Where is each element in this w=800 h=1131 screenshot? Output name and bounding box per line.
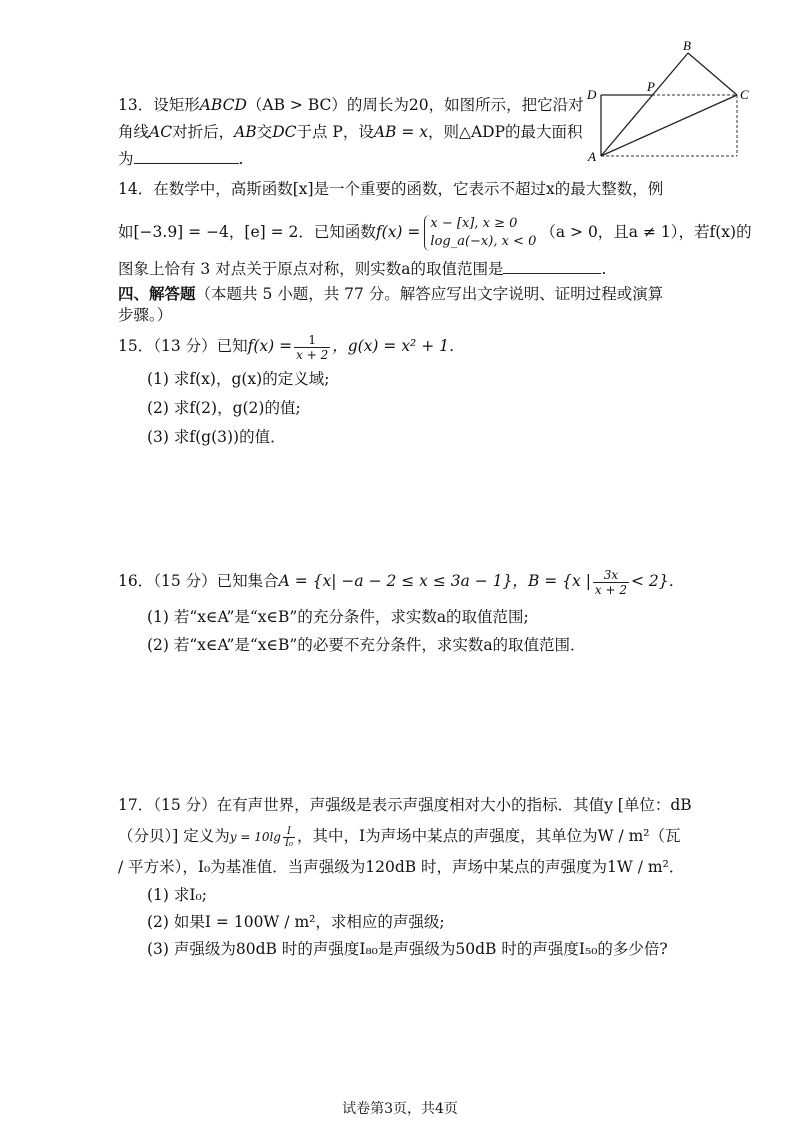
label-a: A [588,149,596,163]
q17-den: I₀ [285,837,293,849]
q14-text: 14．在数学中，高斯函数[x]是一个重要的函数，它表示不超过x的最大整数，例 [118,180,664,198]
q15-g: ，g(x) = x² + 1． [332,337,465,355]
q13-text: 对折后， [172,123,235,141]
q14-case-1: x − [x], x ≥ 0 [430,216,518,231]
q13-text: 于点 P，设 [296,123,374,141]
q17-part-2 [147,911,445,933]
q16-set-a: A = {x| −a − 2 ≤ x ≤ 3a − 1}， [278,572,528,590]
section-heading [118,283,663,305]
q17-part-text: (3) 声强级为80dB 时的声强度I₈₀是声强级为50dB 时的声强度I₅₀的多少倍? [147,940,668,958]
label-b: B [683,38,691,53]
q17-line-1 [118,794,692,816]
answer-blank[interactable] [503,259,601,274]
q14-text: . [601,260,607,278]
label-c: C [740,87,749,102]
q15-f: f(x) = [247,337,293,355]
q17-text: / 平方米），I₀为基准值．当声强级为120dB 时，声场中某点的声强度为1W / m²． [118,858,685,876]
q14-line-1 [118,178,663,200]
q13-text: 13．设矩形 [118,96,200,114]
q13-text: 为 [118,150,134,168]
section-desc-2: 步骤。） [118,306,173,324]
q14-condition: （a > 0，且a ≠ 1），若f(x)的 [540,223,752,241]
page-footer: 试卷第3页，共4页 [342,1101,458,1117]
q15-part-3 [147,426,286,448]
folded-rectangle-figure [585,38,760,163]
q16-fraction [593,568,629,597]
q13-text: 角线 [118,123,150,141]
q13-condition: （AB > BC） [246,96,347,114]
q14-case-2: log_a(−x), x < 0 [430,234,537,249]
q17-text: （分贝）] 定义为 [118,827,230,845]
q17-formula: y = 10lg [229,830,281,844]
q13-var: AB [234,123,257,141]
q13-var: DC [272,123,297,141]
q17-line-2 [118,820,681,853]
q14-line-3 [118,258,606,280]
q13-text: 的周长为20，如图所示，把它沿对 [346,96,584,114]
q17-part-text: (1) 求I₀; [147,886,207,904]
q17-text: 17．（15 分）在有声世界，声强级是表示声强度相对大小的指标．其值y [单位：dB [118,796,692,814]
q15-fraction [294,333,330,362]
q15-part-text: (1) 求f(x)，g(x)的定义域; [147,370,330,388]
q16-part-text: (1) 若“x∈A”是“x∈B”的充分条件，求实数a的取值范围; [147,608,529,626]
q13-text: ，则△ADP的最大面积 [428,123,583,141]
answer-blank[interactable] [134,149,239,164]
q15-num: 1 [294,333,330,348]
q15-part-text: (2) 求f(2)，g(2)的值; [147,399,301,417]
label-d: D [587,87,597,102]
q16-text: 16．（15 分）已知集合 [118,572,279,590]
q17-fraction [283,826,295,849]
q15-part-1 [147,368,329,390]
section-title: 四、解答题 [118,285,196,303]
q15-den: x + 2 [296,347,329,362]
q16-set-b-end: < 2}． [631,572,685,590]
q16-part-2 [147,634,586,656]
q13-var: AC [149,123,173,141]
q17-part-text: (2) 如果I = 100W / m²，求相应的声强级; [147,913,445,931]
q17-num: I [283,826,295,838]
q13-line-2 [118,121,583,143]
section-heading-2 [118,304,172,326]
diagonal-ac [601,95,737,156]
q14-piecewise [424,215,536,251]
q13-var: AB = x [373,123,429,141]
q13-text: . [238,150,244,168]
q14-text: 如[−3.9] = −4，[e] = 2．已知函数 [118,223,376,241]
q13-line-1 [118,94,584,116]
q16-part-1 [147,606,529,628]
q16-set-b: B = {x | [527,572,591,590]
q15-part-text: (3) 求f(g(3))的值． [147,428,286,446]
q15-text: 15．（13 分）已知 [118,337,248,355]
q14-line-2 [118,212,752,252]
q16-line-1 [118,564,684,598]
q16-den: x + 2 [594,582,628,597]
edge-ab [601,53,688,156]
q17-line-3 [118,856,684,878]
label-p: P [647,79,655,94]
q16-part-text: (2) 若“x∈A”是“x∈B”的必要不充分条件，求实数a的取值范围． [147,636,586,654]
q14-text: 图象上恰有 3 对点关于原点对称，则实数a的取值范围是 [118,260,504,278]
q17-text: ，其中，I为声场中某点的声强度，其单位为W / m²（瓦 [296,827,681,845]
section-desc: （本题共 5 小题，共 77 分。解答应写出文字说明、证明过程或演算 [195,285,664,303]
q14-func: f(x) = [375,223,421,241]
edge-bc [688,53,737,95]
q17-part-3 [147,938,668,960]
q15-part-2 [147,397,301,419]
q13-line-3 [118,148,243,170]
q16-num: 3x [593,568,629,583]
q13-text: 交 [256,123,273,141]
q17-part-1 [147,884,207,906]
q15-line-1 [118,330,464,362]
q13-rect-name: ABCD [199,96,247,114]
